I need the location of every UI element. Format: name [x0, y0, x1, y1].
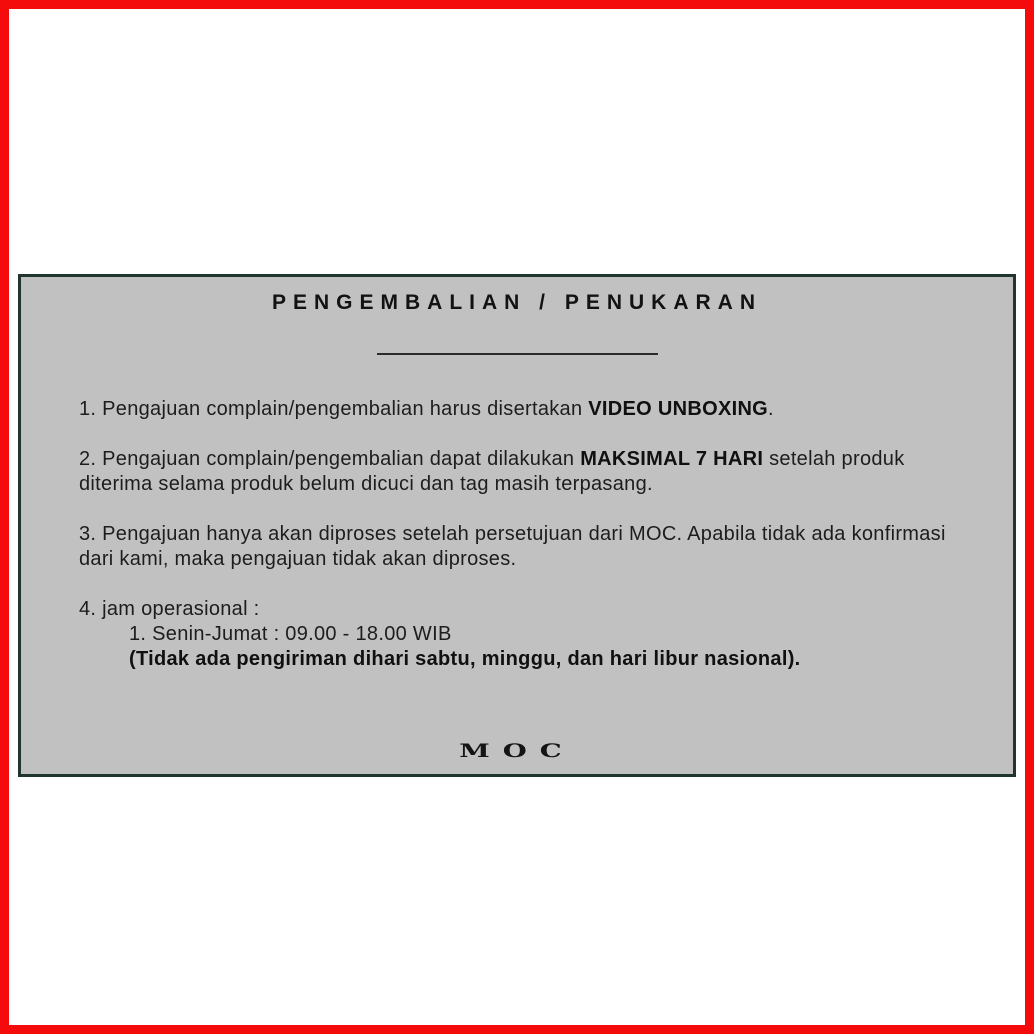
return-policy-panel	[18, 274, 1016, 777]
policy-item-2-suffix: setelah produk diterima selama produk belum dicuci dan tag masih terpasang.	[79, 448, 905, 495]
policy-item-1-text: 1. Pengajuan complain/pengembalian harus disertakan	[79, 398, 589, 420]
policy-item-3: 3. Pengajuan hanya akan diproses setelah persetujuan dari MOC. Apabila tidak ada konfirmasi dari kami, maka pengajuan tidak akan diproses.	[79, 523, 946, 570]
policy-item-2-text: 2. Pengajuan complain/pengembalian dapat dilakukan	[79, 448, 581, 470]
policy-item-2-bold: MAKSIMAL 7 HARI	[580, 448, 764, 470]
moc-brand-logo: MOC	[459, 740, 575, 762]
policy-item-4-head: 4. jam operasional :	[79, 598, 260, 620]
title-divider	[377, 353, 658, 355]
policy-item-1-suffix: .	[768, 398, 774, 420]
policy-item-4	[79, 597, 955, 672]
policy-body	[21, 397, 1013, 672]
policy-item-1	[79, 397, 955, 422]
policy-item-4-sub-note: (Tidak ada pengiriman dihari sabtu, minggu, dan hari libur nasional).	[129, 648, 801, 670]
policy-item-1-bold: VIDEO UNBOXING	[588, 398, 769, 420]
policy-item-4-sub-hours: 1. Senin-Jumat : 09.00 - 18.00 WIB	[129, 623, 452, 645]
policy-item-2	[79, 447, 955, 497]
panel-title: PENGEMBALIAN / PENUKARAN	[271, 291, 762, 314]
